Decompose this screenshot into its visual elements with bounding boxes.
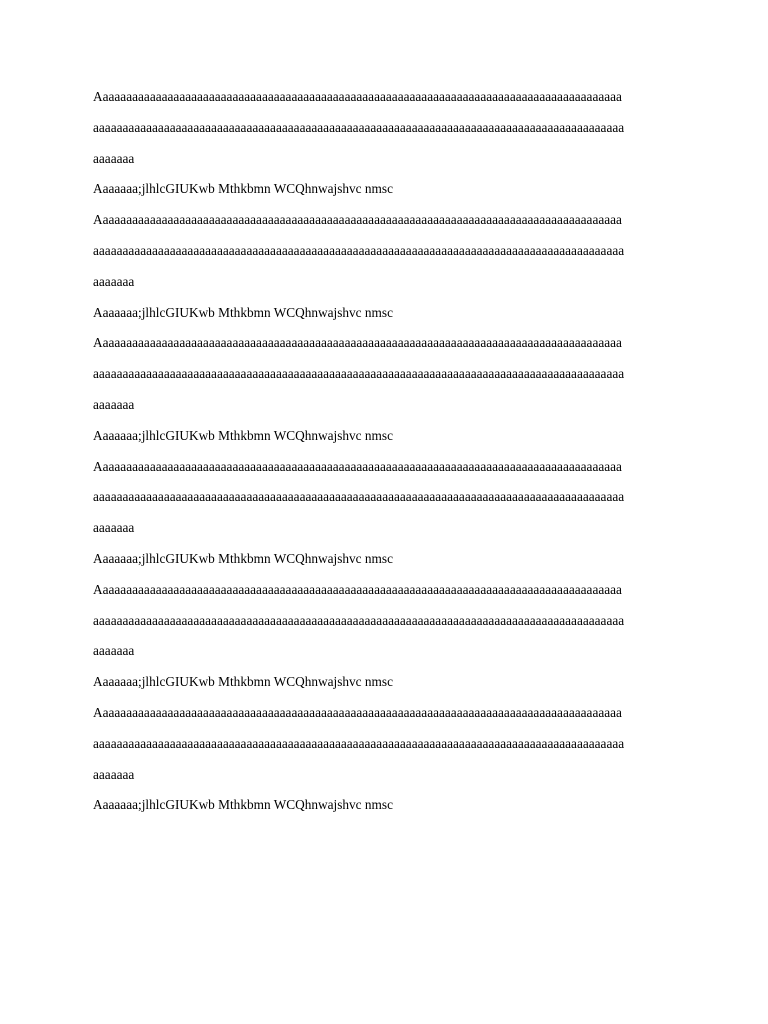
short-text-line: Aaaaaaa;jlhlcGIUKwb Mthkbmn WCQhnwajshvc nmsc [93, 550, 393, 566]
paragraph-group [93, 452, 673, 575]
short-text-line: Aaaaaaa;jlhlcGIUKwb Mthkbmn WCQhnwajshvc nmsc [93, 181, 393, 197]
paragraph-group [93, 575, 673, 698]
long-text-line-end: aaaaaaa [93, 150, 135, 166]
long-text-line: aaaaaaaaaaaaaaaaaaaaaaaaaaaaaaaaaaaaaaaaaaaaaaaaaaaaaaaaaaaaaaaaaaaaaaaaaaaaaaaaaaaaaaaaaa [93, 612, 625, 628]
short-text-line: Aaaaaaa;jlhlcGIUKwb Mthkbmn WCQhnwajshvc nmsc [93, 674, 393, 690]
long-text-line-end: aaaaaaa [93, 396, 135, 412]
long-text-line-end: aaaaaaa [93, 273, 135, 289]
long-text-line: Aaaaaaaaaaaaaaaaaaaaaaaaaaaaaaaaaaaaaaaaaaaaaaaaaaaaaaaaaaaaaaaaaaaaaaaaaaaaaaaaaaaaaaaaa [93, 212, 622, 228]
long-text-line: Aaaaaaaaaaaaaaaaaaaaaaaaaaaaaaaaaaaaaaaaaaaaaaaaaaaaaaaaaaaaaaaaaaaaaaaaaaaaaaaaaaaaaaaaa [93, 458, 622, 474]
long-text-line: Aaaaaaaaaaaaaaaaaaaaaaaaaaaaaaaaaaaaaaaaaaaaaaaaaaaaaaaaaaaaaaaaaaaaaaaaaaaaaaaaaaaaaaaaa [93, 89, 622, 104]
long-text-line: aaaaaaaaaaaaaaaaaaaaaaaaaaaaaaaaaaaaaaaaaaaaaaaaaaaaaaaaaaaaaaaaaaaaaaaaaaaaaaaaaaaaaaaaaa [93, 242, 625, 258]
paragraph-group [93, 698, 673, 821]
short-text-line: Aaaaaaa;jlhlcGIUKwb Mthkbmn WCQhnwajshvc nmsc [93, 304, 393, 320]
paragraph-group [93, 82, 673, 205]
long-text-line: aaaaaaaaaaaaaaaaaaaaaaaaaaaaaaaaaaaaaaaaaaaaaaaaaaaaaaaaaaaaaaaaaaaaaaaaaaaaaaaaaaaaaaaaaa [93, 119, 625, 135]
long-text-line: aaaaaaaaaaaaaaaaaaaaaaaaaaaaaaaaaaaaaaaaaaaaaaaaaaaaaaaaaaaaaaaaaaaaaaaaaaaaaaaaaaaaaaaaaa [93, 489, 625, 505]
long-text-line: Aaaaaaaaaaaaaaaaaaaaaaaaaaaaaaaaaaaaaaaaaaaaaaaaaaaaaaaaaaaaaaaaaaaaaaaaaaaaaaaaaaaaaaaaa [93, 335, 622, 351]
long-text-line: aaaaaaaaaaaaaaaaaaaaaaaaaaaaaaaaaaaaaaaaaaaaaaaaaaaaaaaaaaaaaaaaaaaaaaaaaaaaaaaaaaaaaaaaaa [93, 735, 625, 751]
long-text-line: aaaaaaaaaaaaaaaaaaaaaaaaaaaaaaaaaaaaaaaaaaaaaaaaaaaaaaaaaaaaaaaaaaaaaaaaaaaaaaaaaaaaaaaaaa [93, 366, 625, 382]
short-text-line: Aaaaaaa;jlhlcGIUKwb Mthkbmn WCQhnwajshvc nmsc [93, 427, 393, 443]
paragraph-group [93, 328, 673, 451]
long-text-line-end: aaaaaaa [93, 643, 135, 659]
long-text-line: Aaaaaaaaaaaaaaaaaaaaaaaaaaaaaaaaaaaaaaaaaaaaaaaaaaaaaaaaaaaaaaaaaaaaaaaaaaaaaaaaaaaaaaaaa [93, 704, 622, 720]
long-text-line: Aaaaaaaaaaaaaaaaaaaaaaaaaaaaaaaaaaaaaaaaaaaaaaaaaaaaaaaaaaaaaaaaaaaaaaaaaaaaaaaaaaaaaaaaa [93, 581, 622, 597]
long-text-line-end: aaaaaaa [93, 520, 135, 536]
document-body [93, 82, 673, 821]
short-text-line: Aaaaaaa;jlhlcGIUKwb Mthkbmn WCQhnwajshvc nmsc [93, 797, 393, 813]
long-text-line-end: aaaaaaa [93, 766, 135, 782]
paragraph-group [93, 205, 673, 328]
